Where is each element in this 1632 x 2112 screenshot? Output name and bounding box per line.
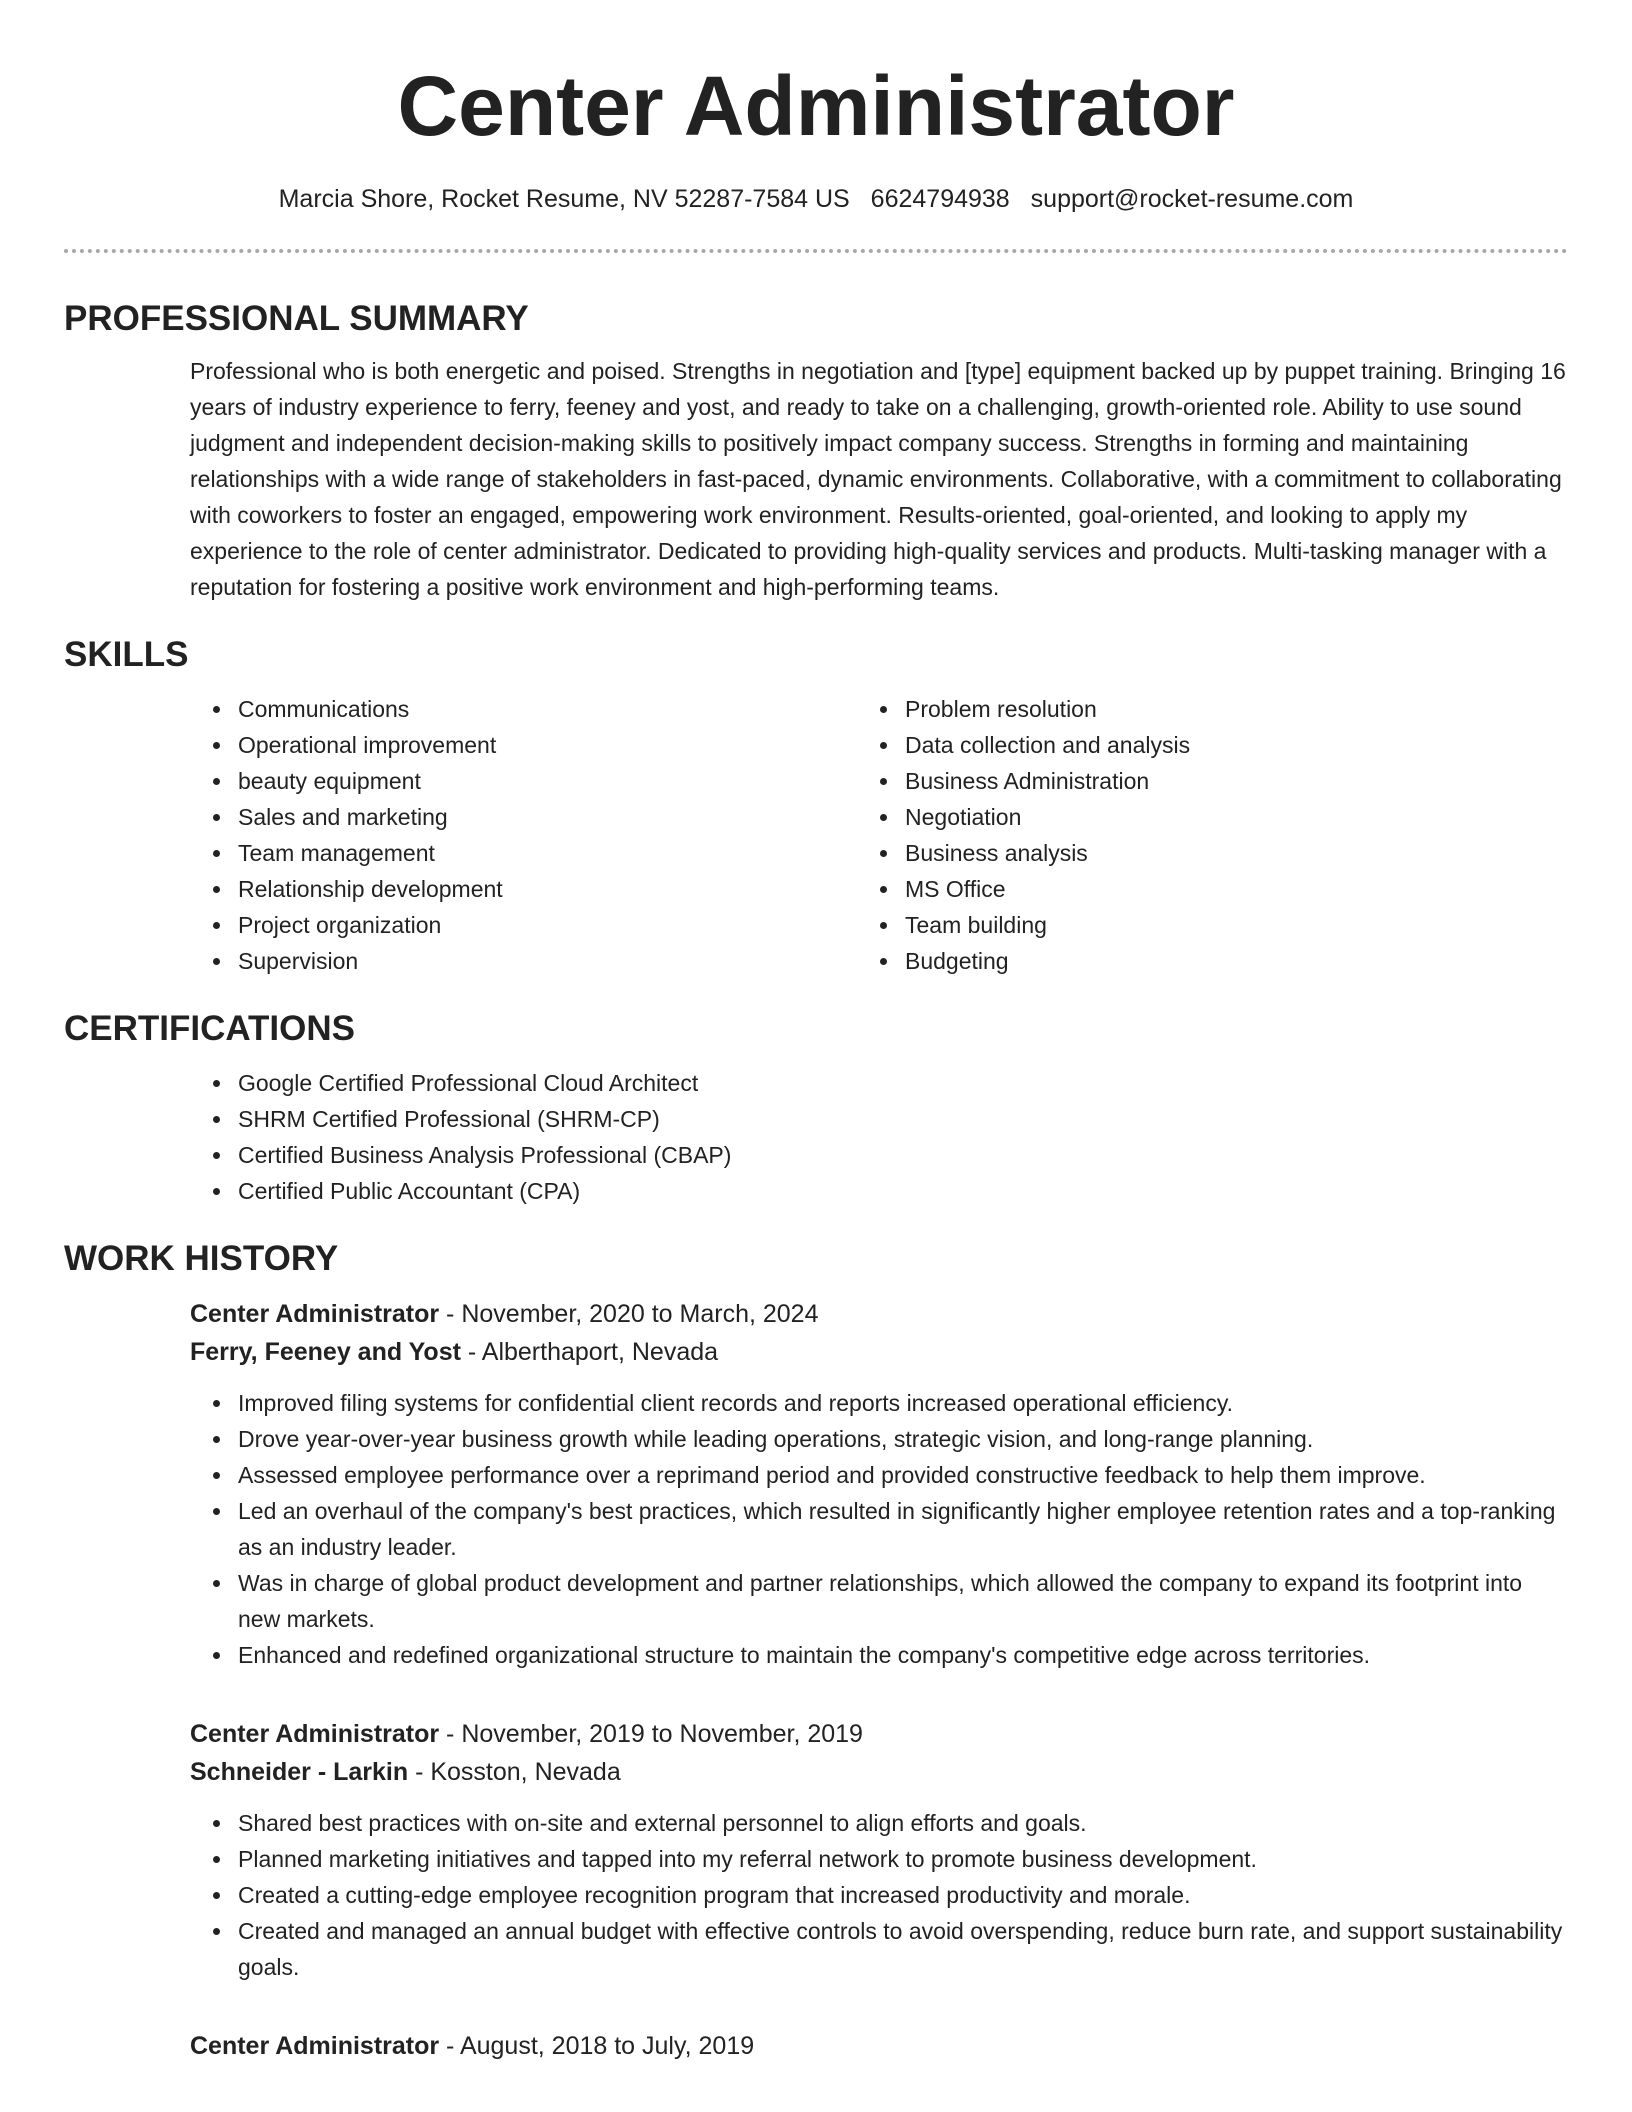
skill-item: • Budgeting (901, 943, 1568, 979)
work-history-list (64, 1295, 1568, 2065)
certification-item: • Certified Public Accountant (CPA) (234, 1173, 1568, 1209)
contact-line (64, 182, 1568, 216)
skill-item: • Data collection and analysis (901, 727, 1568, 763)
certification-item: • Certified Business Analysis Professional (CBAP) (234, 1137, 1568, 1173)
job-role: Center Administrator (190, 1720, 440, 1748)
header-divider (64, 249, 1568, 253)
contact-phone: 6624794938 (870, 185, 1010, 213)
job-entry (190, 1715, 1568, 1985)
job-company: Ferry, Feeney and Yost (190, 1338, 461, 1366)
job-company-line (190, 1753, 1568, 1791)
summary-text: Professional who is both energetic and poised. Strengths in negotiation and [type] equipment backed up by puppet training. Bringing 16 years of industry experience to ferry, feeney and yost, and ready to take on a challenging, growth-oriented role. Ability to use sound judgment and independent decision-making skills to positively impact company success. Strengths in forming and maintaining relationships with a wide range of stakeholders in fast-paced, dynamic environments. Collaborative, with a commitment to collaborating with coworkers to foster an engaged, empowering work environment. Results-oriented, goal-oriented, and looking to apply my experience to the role of center administrator. Dedicated to providing high-quality services and products. Multi-tasking manager with a reputation for fostering a positive work environment and high-performing teams. (190, 358, 1566, 600)
skill-item: • Supervision (234, 943, 901, 979)
skill-item: • Team building (901, 907, 1568, 943)
contact-address: Marcia Shore, Rocket Resume, NV 52287-7584 US (278, 185, 850, 213)
job-role-line (190, 2027, 1568, 2065)
section-title-summary: PROFESSIONAL SUMMARY (64, 299, 529, 338)
job-role-line (190, 1295, 1568, 1333)
job-bullet: • Assessed employee performance over a reprimand period and provided constructive feedback to help them improve. (234, 1457, 1568, 1493)
skill-item: • Problem resolution (901, 691, 1568, 727)
skill-item: • Operational improvement (234, 727, 901, 763)
job-bullets (190, 1805, 1568, 1985)
skills-columns (64, 677, 1568, 979)
skill-item: • Negotiation (901, 799, 1568, 835)
skills-list-left (64, 691, 901, 979)
skill-item: • Business Administration (901, 763, 1568, 799)
job-bullet: • Created and managed an annual budget with effective controls to avoid overspending, reduce burn rate, and support sustainability goals. (234, 1913, 1568, 1985)
job-company-line (190, 1333, 1568, 1371)
skill-item: • Sales and marketing (234, 799, 901, 835)
job-role: Center Administrator (190, 1300, 440, 1328)
certification-item: • Google Certified Professional Cloud Architect (234, 1065, 1568, 1101)
skill-item: • Project organization (234, 907, 901, 943)
section-title-certifications: CERTIFICATIONS (64, 1009, 356, 1048)
job-bullet: • Shared best practices with on-site and external personnel to align efforts and goals. (234, 1805, 1568, 1841)
skill-item: • MS Office (901, 871, 1568, 907)
job-dates: - November, 2019 to November, 2019 (439, 1720, 863, 1748)
job-role-line (190, 1715, 1568, 1753)
section-title-work-history: WORK HISTORY (64, 1239, 339, 1278)
skill-item: • Team management (234, 835, 901, 871)
job-bullet: • Led an overhaul of the company's best practices, which resulted in significantly higher employee retention rates and a top-ranking as an industry leader. (234, 1493, 1568, 1565)
job-dates: - August, 2018 to July, 2019 (439, 2032, 755, 2060)
contact-email: support@rocket-resume.com (1030, 185, 1354, 213)
skill-item: • Communications (234, 691, 901, 727)
job-bullets (190, 1385, 1568, 1673)
job-bullet: • Created a cutting-edge employee recognition program that increased productivity and morale. (234, 1877, 1568, 1913)
certification-item: • SHRM Certified Professional (SHRM-CP) (234, 1101, 1568, 1137)
job-entry (190, 1295, 1568, 1673)
job-bullet: • Drove year-over-year business growth while leading operations, strategic vision, and long-range planning. (234, 1421, 1568, 1457)
skill-item: • Business analysis (901, 835, 1568, 871)
job-company: Schneider - Larkin (190, 1758, 409, 1786)
job-role: Center Administrator (190, 2032, 440, 2060)
job-location: - Alberthaport, Nevada (460, 1338, 719, 1366)
skill-item: • Relationship development (234, 871, 901, 907)
skills-list-right (901, 691, 1568, 979)
skill-item: • beauty equipment (234, 763, 901, 799)
certifications-list (64, 1065, 1568, 1209)
job-bullet: • Improved filing systems for confidential client records and reports increased operational efficiency. (234, 1385, 1568, 1421)
job-entry (190, 2027, 1568, 2065)
job-bullet: • Was in charge of global product development and partner relationships, which allowed the company to expand its footprint into new markets. (234, 1565, 1568, 1637)
resume-title: Center Administrator (397, 59, 1235, 153)
job-bullet: • Planned marketing initiatives and tapped into my referral network to promote business development. (234, 1841, 1568, 1877)
job-bullet: • Enhanced and redefined organizational structure to maintain the company's competitive edge across territories. (234, 1637, 1568, 1673)
section-title-skills: SKILLS (64, 635, 189, 674)
job-dates: - November, 2020 to March, 2024 (439, 1300, 819, 1328)
job-location: - Kosston, Nevada (408, 1758, 621, 1786)
